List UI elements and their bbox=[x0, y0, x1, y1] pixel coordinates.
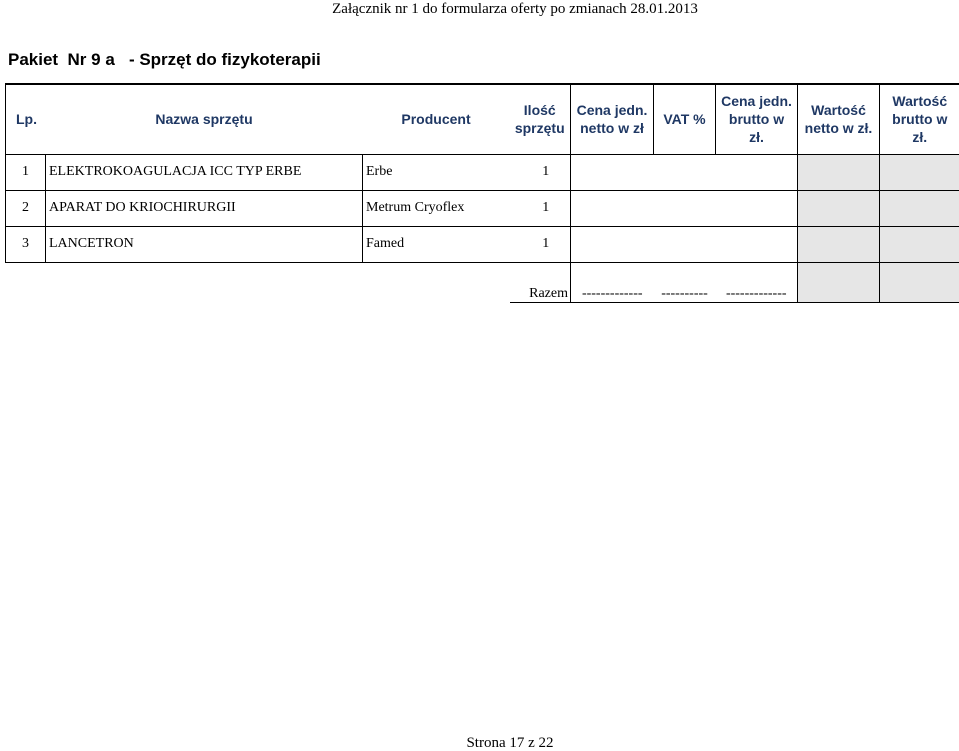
attachment-title: Załącznik nr 1 do formularza oferty po zmianach 28.01.2013 bbox=[300, 0, 730, 18]
row-lp: 2 bbox=[6, 190, 46, 226]
row-name: LANCETRON bbox=[46, 226, 363, 262]
total-empty bbox=[6, 262, 46, 302]
row-unit-gross bbox=[716, 154, 798, 190]
row-value-net bbox=[798, 226, 880, 262]
row-unit-net bbox=[571, 154, 654, 190]
row-unit-net bbox=[571, 190, 654, 226]
row-qty: 1 bbox=[510, 190, 571, 226]
row-value-gross bbox=[880, 226, 959, 262]
total-dash-unit-gross: ------------- bbox=[716, 262, 798, 302]
total-row bbox=[6, 262, 959, 302]
row-value-net bbox=[798, 190, 880, 226]
col-qty bbox=[510, 84, 571, 154]
row-vat bbox=[654, 154, 716, 190]
col-name: Nazwa sprzętu bbox=[46, 84, 363, 154]
row-value-net bbox=[798, 154, 880, 190]
col-producer: Producent bbox=[363, 84, 510, 154]
total-dash-vat: ---------- bbox=[654, 262, 716, 302]
row-qty: 1 bbox=[510, 154, 571, 190]
total-dash-unit-net: ------------- bbox=[571, 262, 654, 302]
col-value-net-l1: Wartość bbox=[798, 101, 879, 119]
col-value-net bbox=[798, 84, 880, 154]
row-producer: Erbe bbox=[363, 154, 510, 190]
col-unit-gross-l2: brutto w bbox=[716, 110, 797, 128]
col-value-net-l2: netto w zł. bbox=[798, 119, 879, 137]
total-label: Razem bbox=[510, 262, 571, 302]
total-empty bbox=[363, 262, 510, 302]
total-value-gross bbox=[880, 262, 959, 302]
table-row bbox=[6, 154, 959, 190]
row-producer: Metrum Cryoflex bbox=[363, 190, 510, 226]
row-vat bbox=[654, 190, 716, 226]
row-unit-net bbox=[571, 226, 654, 262]
row-lp: 1 bbox=[6, 154, 46, 190]
table-header-row bbox=[6, 84, 959, 154]
total-empty bbox=[46, 262, 363, 302]
col-value-gross-l2: brutto w bbox=[880, 110, 959, 128]
col-value-gross-l3: zł. bbox=[880, 128, 959, 146]
col-value-gross-l1: Wartość bbox=[880, 92, 959, 110]
page-number: Strona 17 z 22 bbox=[430, 735, 590, 751]
col-unit-gross bbox=[716, 84, 798, 154]
table-row bbox=[6, 190, 959, 226]
row-unit-gross bbox=[716, 226, 798, 262]
row-value-gross bbox=[880, 154, 959, 190]
equipment-table bbox=[5, 83, 959, 303]
row-producer: Famed bbox=[363, 226, 510, 262]
row-lp: 3 bbox=[6, 226, 46, 262]
col-unit-net-l1: Cena jedn. bbox=[571, 101, 653, 119]
col-unit-net bbox=[571, 84, 654, 154]
col-unit-net-l2: netto w zł bbox=[571, 119, 653, 137]
row-name: ELEKTROKOAGULACJA ICC TYP ERBE bbox=[46, 154, 363, 190]
col-lp: Lp. bbox=[6, 84, 46, 154]
col-qty-l2: sprzętu bbox=[510, 119, 571, 137]
row-qty: 1 bbox=[510, 226, 571, 262]
col-qty-l1: Ilość bbox=[510, 101, 571, 119]
table-row bbox=[6, 226, 959, 262]
col-unit-gross-l3: zł. bbox=[716, 128, 797, 146]
col-unit-gross-l1: Cena jedn. bbox=[716, 92, 797, 110]
row-value-gross bbox=[880, 190, 959, 226]
col-value-gross bbox=[880, 84, 959, 154]
col-vat: VAT % bbox=[654, 84, 716, 154]
package-title: Pakiet Nr 9 a - Sprzęt do fizykoterapii bbox=[8, 50, 321, 70]
row-unit-gross bbox=[716, 190, 798, 226]
total-value-net bbox=[798, 262, 880, 302]
row-vat bbox=[654, 226, 716, 262]
row-name: APARAT DO KRIOCHIRURGII bbox=[46, 190, 363, 226]
